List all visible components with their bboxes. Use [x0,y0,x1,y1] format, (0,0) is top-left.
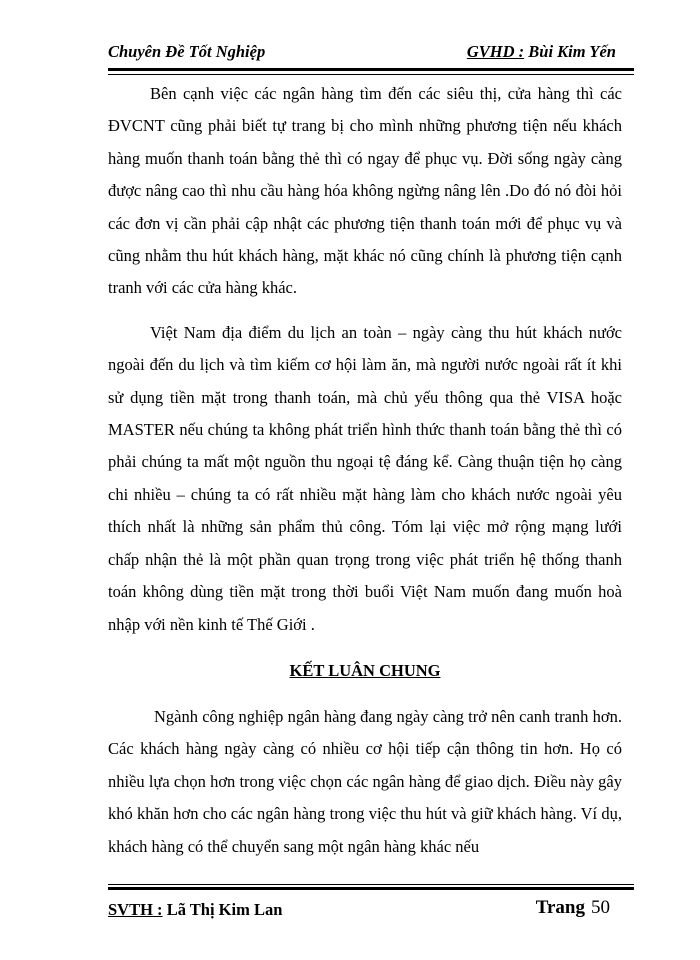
advisor-name: Bùi Kim Yến [528,42,616,61]
paragraph: Việt Nam địa điểm du lịch an toàn – ngày càng thu hút khách nước ngoài đến du lịch và tìm kiếm cơ hội làm ăn, mà người nước ngoài rất ít khi sử dụng tiền mặt trong thanh toán, mà chủ yếu thông qua thẻ VISA hoặc MASTER nếu chúng ta không phát triển hình thức thanh toán bằng thẻ thì có phải chúng ta mất một nguồn thu ngoại tệ đáng kể. Càng thuận tiện họ càng chi nhiều – chúng ta có rất nhiều mặt hàng làm cho khách nước ngoài yêu thích nhất là những sản phẩm thủ công. Tóm lại việc mở rộng mạng lưới chấp nhận thẻ là một phần quan trọng trong việc phát triển hệ thống thanh toán không dùng tiền mặt trong thời buổi Việt Nam muốn đang muốn hoà nhập với nền kinh tế Thế Giới . [108,322,622,634]
student-label: SVTH : [108,900,163,919]
page-label: Trang [535,897,585,918]
page-indicator [536,897,610,919]
advisor-label: GVHD : [466,42,525,61]
body-text [108,78,622,863]
header-rule [108,68,634,74]
section-heading: KẾT LUÂN CHUNG [289,660,441,680]
footer-rule [108,884,634,889]
paragraph: Ngành công nghiệp ngân hàng đang ngày càng trở nên canh tranh hơn. Các khách hàng ngày càng có nhiều cơ hội tiếp cận thông tin hơn. Họ có nhiều lựa chọn hơn trong việc chọn các ngân hàng để giao dịch. Điều này gây khó khăn hơn cho các ngân hàng trong việc thu hút và giữ khách hàng. Ví dụ, khách hàng có thể chuyển sang một ngân hàng khác nếu [108,706,622,856]
page-number: 50 [591,897,610,918]
paragraph: Bên cạnh việc các ngân hàng tìm đến các siêu thị, cửa hàng thì các ĐVCNT cũng phải biết tự trang bị cho mình những phương tiện nếu khách hàng muốn thanh toán bằng thẻ thì có ngay để phục vụ. Đời sống ngày càng được nâng cao thì nhu cầu hàng hóa không ngừng nâng lên .Do đó nó đòi hỏi các đơn vị cần phải cập nhật các phương tiện thanh toán mới để phục vụ và cũng nhằm thu hút khách hàng, mặt khác nó cũng chính là phương tiện cạnh tranh với các cửa hàng khác. [108,84,622,298]
advisor-info [467,42,616,62]
document-title: Chuyên Đề Tốt Nghiệp [108,42,266,61]
student-info [108,900,282,920]
student-name: Lã Thị Kim Lan [166,900,283,919]
